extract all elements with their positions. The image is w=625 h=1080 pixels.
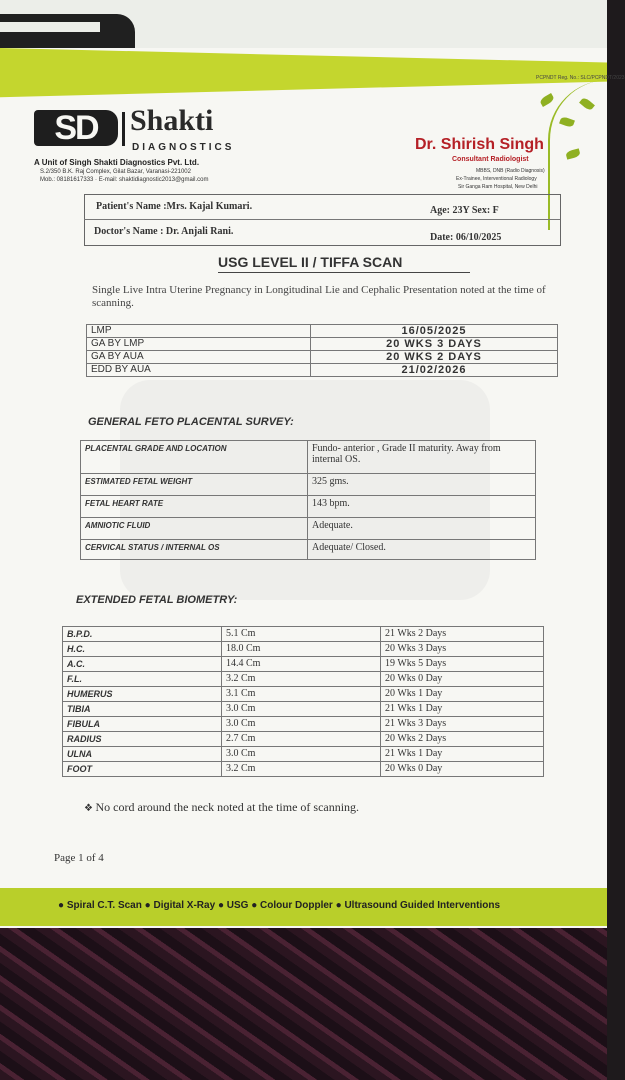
biometry-measure: 3.0 Cm [222,702,381,717]
survey-value: 143 bpm. [308,496,536,518]
survey-table [80,440,536,560]
service-item: Spiral C.T. Scan [66,900,142,911]
dating-value: 20 WKS 3 DAYS [311,338,558,351]
biometry-measure: 2.7 Cm [222,732,381,747]
observation-note [84,800,359,815]
referring-doctor: Doctor's Name : Dr. Anjali Rani. [94,226,234,237]
biometry-age: 20 Wks 0 Day [381,672,544,687]
biometry-measure: 5.1 Cm [222,627,381,642]
biometry-age: 20 Wks 3 Days [381,642,544,657]
biometry-age: 21 Wks 1 Day [381,702,544,717]
biometry-age: 20 Wks 1 Day [381,687,544,702]
patient-name: Patient's Name :Mrs. Kajal Kumari. [96,201,253,212]
services-list [58,900,500,911]
biometry-label: H.C. [63,642,222,657]
biometry-measure: 3.2 Cm [222,672,381,687]
biometry-measure: 3.1 Cm [222,687,381,702]
table-row [87,325,558,338]
table-row [63,762,544,777]
bullet-icon: ● [217,900,227,911]
biometry-age: 19 Wks 5 Days [381,657,544,672]
survey-value: Fundo- anterior , Grade II maturity. Away from internal OS. [308,441,536,474]
doctor-name: Dr. Shirish Singh [415,136,544,153]
page-number: Page 1 of 4 [54,852,104,864]
biometry-label: RADIUS [63,732,222,747]
report-date: Date: 06/10/2025 [430,232,502,243]
table-row [63,747,544,762]
biometry-label: F.L. [63,672,222,687]
diamond-bullet-icon: ❖ [84,803,96,814]
service-item: USG [226,900,249,911]
biometry-label: FIBULA [63,717,222,732]
biometry-age: 20 Wks 2 Days [381,732,544,747]
biometry-label: TIBIA [63,702,222,717]
biometry-label: A.C. [63,657,222,672]
dating-label: GA BY LMP [87,338,311,351]
survey-value: Adequate/ Closed. [308,540,536,560]
survey-label: AMNIOTIC FLUID [81,518,308,540]
registration-number: PCPNDT Reg. No.: SLC/PCPNDT/2023 [536,75,625,81]
service-item: Colour Doppler [260,900,333,911]
bullet-icon: ● [58,900,67,911]
report-title: USG LEVEL II / TIFFA SCAN [218,254,403,270]
dating-table [86,324,558,377]
table-row [63,672,544,687]
biometry-label: B.P.D. [63,627,222,642]
dating-label: GA BY AUA [87,351,311,364]
table-row [63,702,544,717]
biometry-label: ULNA [63,747,222,762]
table-row [81,441,536,474]
dating-value: 16/05/2025 [311,325,558,338]
biometry-heading: EXTENDED FETAL BIOMETRY: [76,594,238,606]
biometry-age: 21 Wks 2 Days [381,627,544,642]
survey-label: PLACENTAL GRADE AND LOCATION [81,441,308,474]
dating-value: 21/02/2026 [311,364,558,377]
biometry-measure: 14.4 Cm [222,657,381,672]
table-row [81,474,536,496]
biometry-measure: 3.0 Cm [222,747,381,762]
sd-logo-mark: SD [34,110,118,146]
survey-value: 325 gms. [308,474,536,496]
biometry-label: HUMERUS [63,687,222,702]
dating-value: 20 WKS 2 DAYS [311,351,558,364]
table-row [87,338,558,351]
biometry-measure: 18.0 Cm [222,642,381,657]
survey-label: ESTIMATED FETAL WEIGHT [81,474,308,496]
table-row [63,627,544,642]
dating-label: LMP [87,325,311,338]
table-row [63,717,544,732]
patient-age-sex: Age: 23Y Sex: F [430,205,499,216]
biometry-table [62,626,544,777]
biometry-age: 21 Wks 1 Day [381,747,544,762]
lab-address: S.2/350 B.K. Raj Complex, Gilat Bazar, Varanasi-221002 [40,169,191,175]
table-row [81,518,536,540]
survey-value: Adequate. [308,518,536,540]
lab-name: Shakti [130,104,214,137]
lab-unit-line: A Unit of Singh Shakti Diagnostics Pvt. Ltd. [34,158,200,167]
table-row [63,657,544,672]
biometry-label: FOOT [63,762,222,777]
doctor-title: Consultant Radiologist [452,156,529,163]
intro-text: Single Live Intra Uterine Pregnancy in Longitudinal Lie and Cephalic Presentation noted at the time of scanning. [92,284,546,309]
table-row [87,351,558,364]
survey-heading: GENERAL FETO PLACENTAL SURVEY: [88,416,294,428]
survey-label: CERVICAL STATUS / INTERNAL OS [81,540,308,560]
table-row [63,732,544,747]
bullet-icon: ● [251,900,261,911]
biometry-measure: 3.2 Cm [222,762,381,777]
table-row [63,642,544,657]
table-row [81,540,536,560]
doctor-qualification: Ex-Trainee, Interventional Radiology [456,176,537,182]
biometry-measure: 3.0 Cm [222,717,381,732]
lab-subtitle: DIAGNOSTICS [132,142,235,153]
doctor-qualification: Sir Ganga Ram Hospital, New Delhi [458,184,538,190]
table-row [87,364,558,377]
survey-label: FETAL HEART RATE [81,496,308,518]
service-item: Digital X-Ray [153,900,216,911]
table-row [63,687,544,702]
lab-contact: Mob.: 08181617333 · E-mail: shaktidiagnostic2013@gmail.com [40,177,209,183]
bullet-icon: ● [335,900,345,911]
biometry-age: 20 Wks 0 Day [381,762,544,777]
dating-label: EDD BY AUA [87,364,311,377]
bullet-icon: ● [144,900,154,911]
biometry-age: 21 Wks 3 Days [381,717,544,732]
table-row [81,496,536,518]
doctor-qualification: MBBS, DNB (Radio Diagnosis) [476,168,545,174]
background-fabric [0,928,607,1080]
note-text: No cord around the neck noted at the time of scanning. [95,800,360,814]
service-item: Ultrasound Guided Interventions [344,900,501,911]
